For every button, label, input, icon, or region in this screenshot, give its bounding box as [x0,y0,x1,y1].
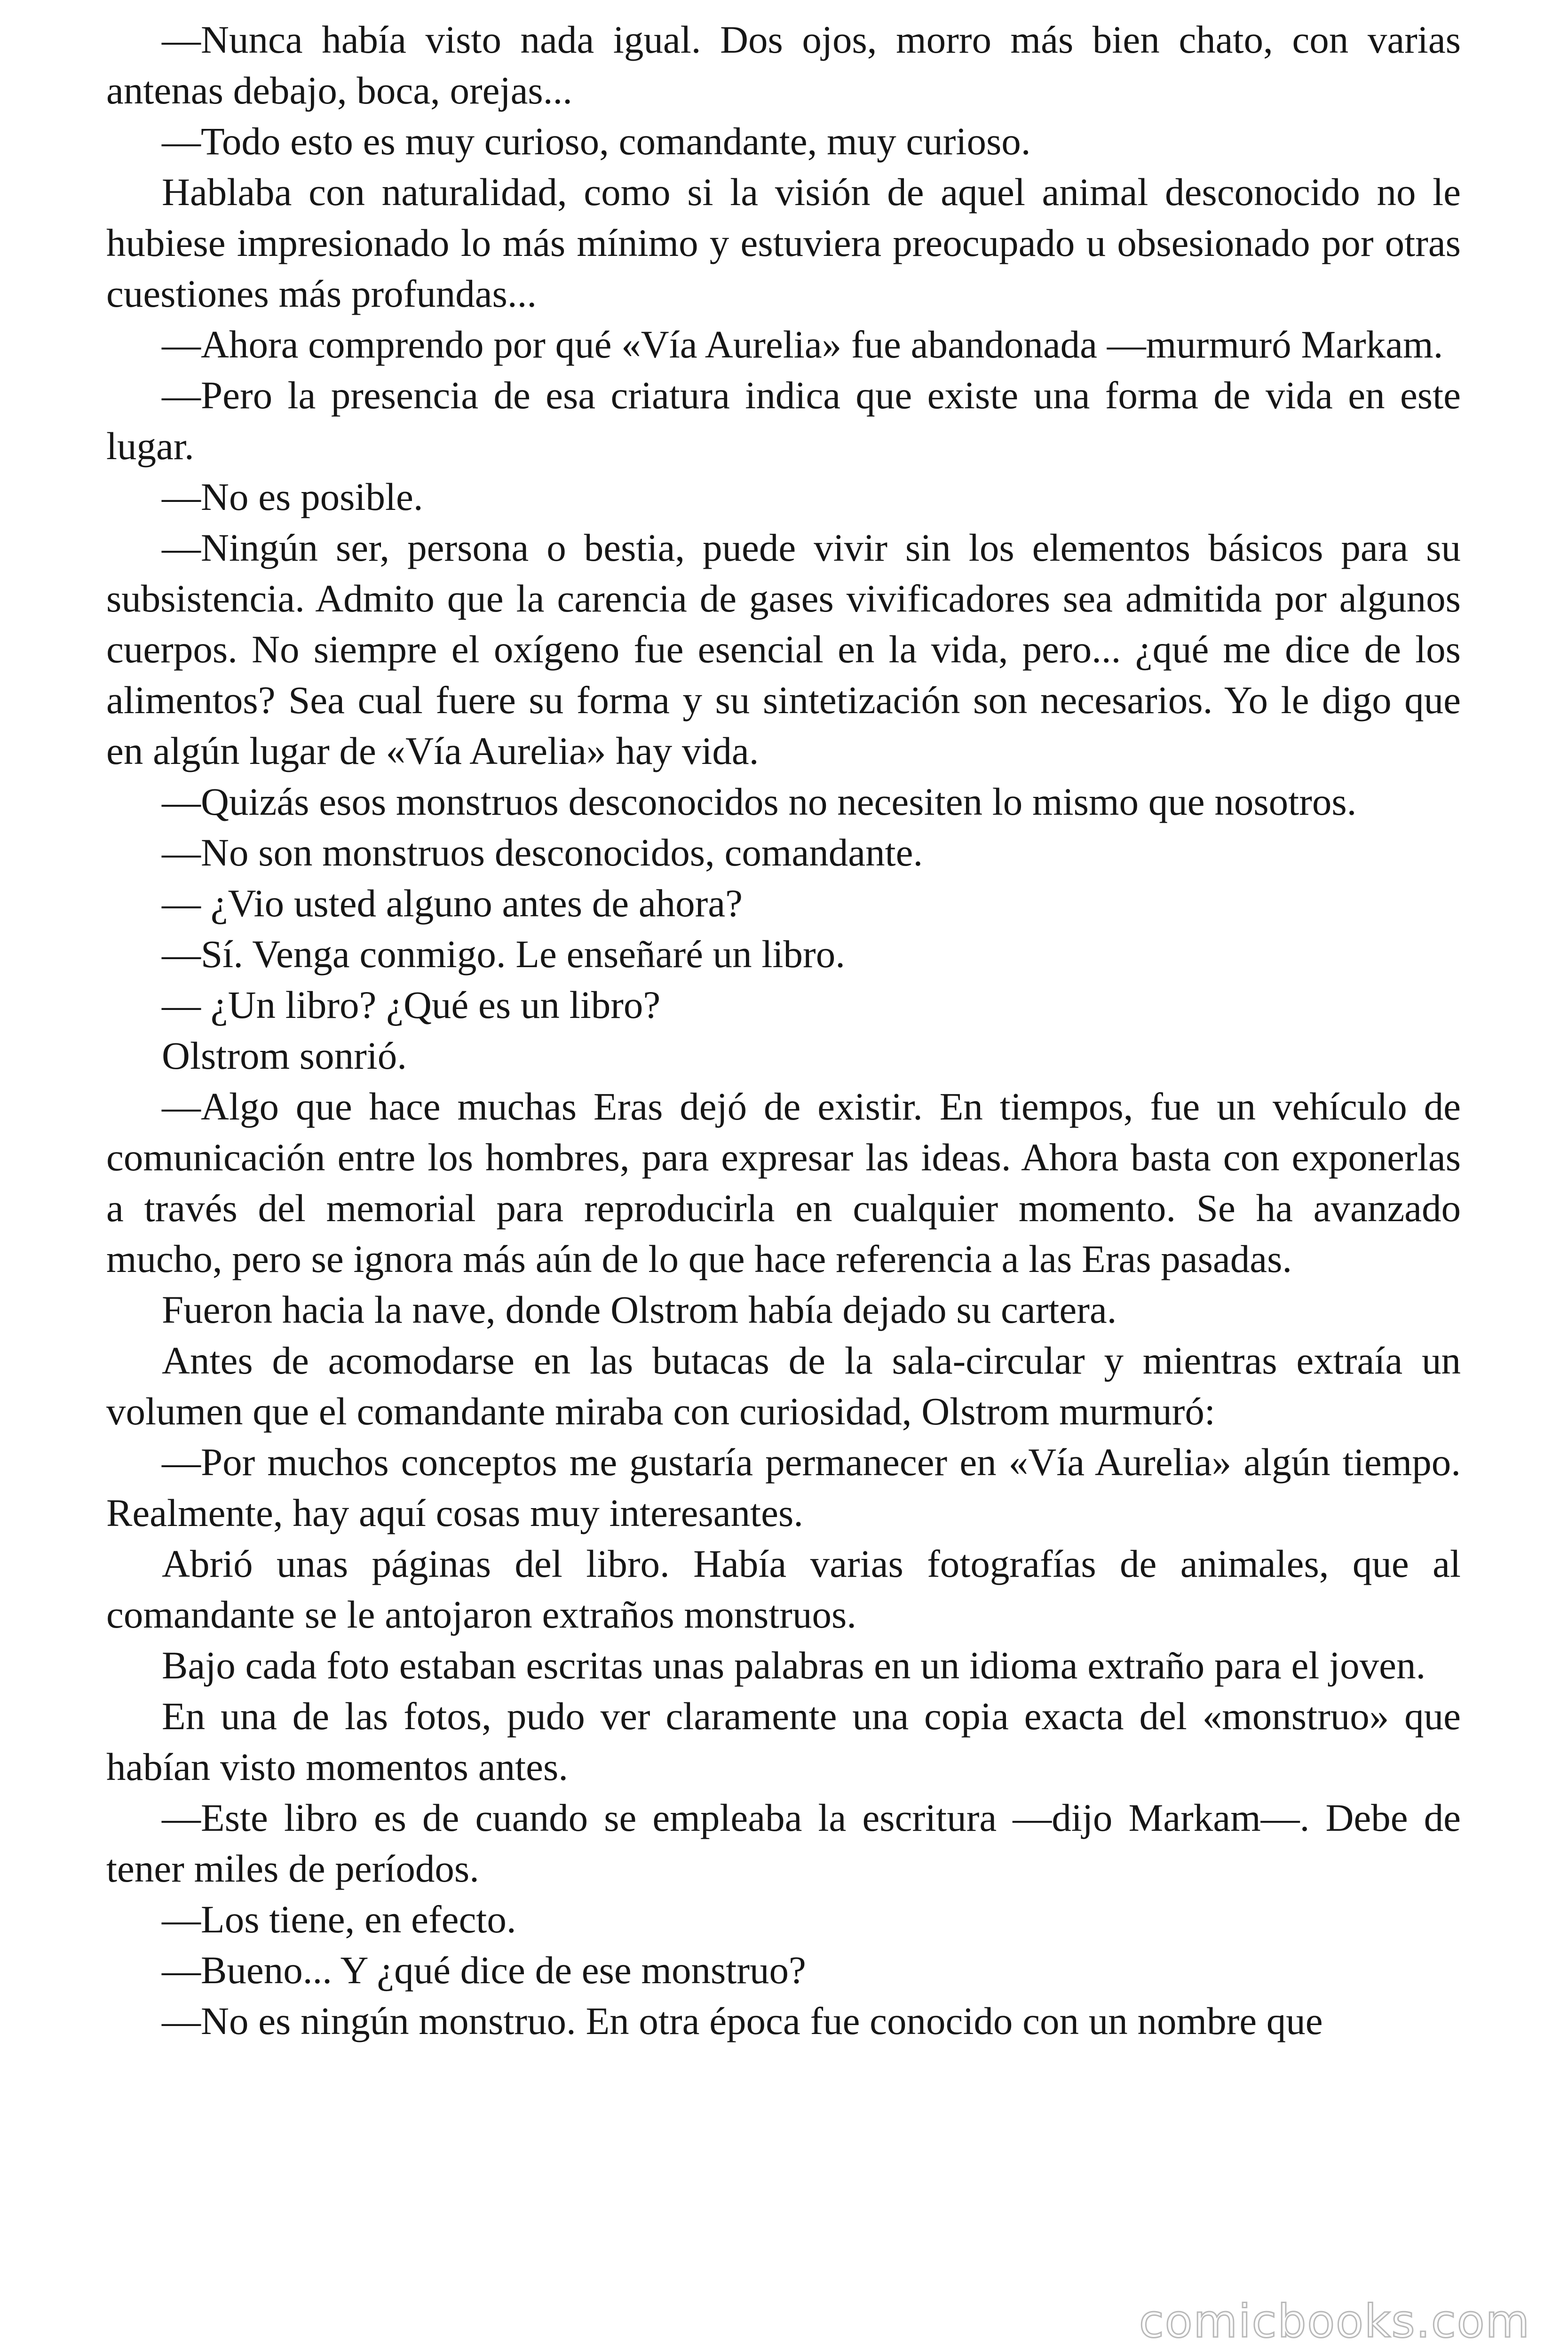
paragraph: Fueron hacia la nave, donde Olstrom había dejado su cartera. [162,1288,1117,1331]
paragraph: Hablaba con naturalidad, como si la visión de aquel animal desconocido no le hubiese impresionado lo más mínimo y estuviera preocupado u obsesionado por otras cuestiones más profundas... [106,170,1461,315]
paragraph: —No es posible. [162,475,423,518]
paragraph: —Ahora comprendo por qué «Vía Aurelia» fue abandonada —murmuró Markam. [162,323,1443,366]
paragraph: Bajo cada foto estaban escritas unas palabras en un idioma extraño para el joven. [162,1644,1426,1687]
paragraph: Abrió unas páginas del libro. Había varias fotografías de animales, que al comandante se le antojaron extraños monstruos. [106,1542,1461,1636]
paragraph: Antes de acomodarse en las butacas de la sala-circular y mientras extraía un volumen que el comandante miraba con curiosidad, Olstrom murmuró: [106,1339,1461,1433]
paragraph: En una de las fotos, pudo ver claramente una copia exacta del «monstruo» que habían visto momentos antes. [106,1694,1461,1788]
paragraph: —Algo que hace muchas Eras dejó de existir. En tiempos, fue un vehículo de comunicación entre los hombres, para expresar las ideas. Ahora basta con exponerlas a través del memorial para reproducirla en cualquier momento. Se ha avanzado mucho, pero se ignora más aún de lo que hace referencia a las Eras pasadas. [106,1085,1461,1280]
paragraph: —Todo esto es muy curioso, comandante, muy curioso. [162,119,1031,163]
paragraph: —Ningún ser, persona o bestia, puede vivir sin los elementos básicos para su subsistencia. Admito que la carencia de gases vivificadores sea admitida por algunos cuerpos. No siempre el oxígeno fue esencial en la vida, pero... ¿qué me dice de los alimentos? Sea cual fuere su forma y su sintetización son necesarios. Yo le digo que en algún lugar de «Vía Aurelia» hay vida. [106,526,1461,772]
paragraph: —Pero la presencia de esa criatura indica que existe una forma de vida en este lugar. [106,373,1461,468]
paragraph: —Este libro es de cuando se empleaba la escritura —dijo Markam—. Debe de tener miles de períodos. [106,1796,1461,1890]
paragraph: —Nunca había visto nada igual. Dos ojos, morro más bien chato, con varias antenas debajo, boca, orejas... [106,18,1461,112]
paragraph: —Quizás esos monstruos desconocidos no necesiten lo mismo que nosotros. [162,780,1357,823]
paragraph: —Sí. Venga conmigo. Le enseñaré un libro. [162,932,845,976]
paragraph: —No es ningún monstruo. En otra época fue conocido con un nombre que [162,1999,1323,2042]
paragraph: —Por muchos conceptos me gustaría permanecer en «Vía Aurelia» algún tiempo. Realmente, hay aquí cosas muy interesantes. [106,1440,1461,1534]
paragraph: Olstrom sonrió. [162,1034,407,1077]
book-page-text [106,14,1461,2046]
paragraph: — ¿Un libro? ¿Qué es un libro? [162,983,661,1026]
paragraph: —Bueno... Y ¿qué dice de ese monstruo? [162,1948,806,1992]
paragraph: — ¿Vio usted alguno antes de ahora? [162,882,743,925]
paragraph: —Los tiene, en efecto. [162,1898,516,1941]
paragraph: —No son monstruos desconocidos, comandante. [162,831,923,874]
watermark: comicbooks.com [1139,2295,1530,2348]
